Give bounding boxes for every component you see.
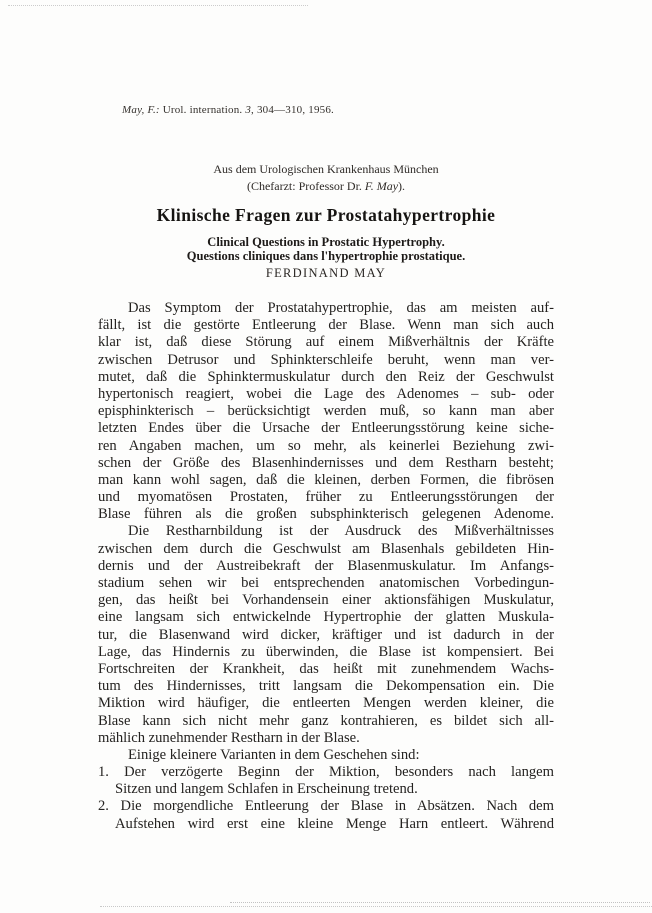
text-line: zwischen dem durch die Geschwulst am Blasenhals gebildeten Hin- xyxy=(98,540,554,557)
text-line: Fortschreiten der Krankheit, das heißt mit zunehmendem Wachs- xyxy=(98,660,554,677)
text-line: stadium sehen wir bei entsprechenden anatomischen Vorbedingun- xyxy=(98,575,554,591)
text-line: mutet, daß die Sphinktermuskulatur durch den Reiz der Geschwulst xyxy=(98,368,554,385)
text-line: mählich zunehmender Restharn in der Blase. xyxy=(98,729,360,746)
text-line: Einige kleinere Varianten in dem Geschehen sind: xyxy=(128,746,420,763)
subtitle-french: Questions cliniques dans l'hypertrophie prostatique. xyxy=(186,249,466,263)
text-line: eine langsam sich entwickelnde Hypertrophie der glatten Muskula- xyxy=(98,609,554,626)
text-line: Blase kann sich nicht mehr ganz kontrahieren, es bildet sich all- xyxy=(98,712,554,729)
text-line: episphinkterisch – berücksichtigt werden muß, so kann man aber xyxy=(98,403,554,420)
text-line: ren Angaben machen, um so mehr, als keinerlei Beziehung zwi- xyxy=(98,437,554,454)
text-line: Miktion wird häufiger, die entleerten Mengen werden kleiner, die xyxy=(98,695,554,712)
affiliation-chief-prefix: (Chefarzt: Professor Dr. xyxy=(246,179,365,193)
list-item-continuation: Sitzen und langem Schlafen in Erscheinung tretend. xyxy=(115,781,418,798)
affiliation-institution: Aus dem Urologischen Krankenhaus München xyxy=(213,162,439,176)
text-line: schen der Größe des Blasenhindernisses und dem Restharn besteht; xyxy=(98,454,554,471)
citation-author: May, F.: xyxy=(122,104,160,116)
text-line: fällt, ist die gestörte Entleerung der Blase. Wenn man sich auch xyxy=(98,317,554,334)
text-line: Das Symptom der Prostatahypertrophie, das am meisten auf- xyxy=(128,300,554,316)
text-line: gen, das heißt bei Vorhandensein einer aktionsfähigen Muskulatur, xyxy=(98,592,554,609)
citation xyxy=(122,104,334,116)
text-line: Lage, das Hindernis zu überwinden, die Blase ist kompensiert. Bei xyxy=(98,643,554,660)
text-line: man kann wohl sagen, daß die kleinen, derben Formen, die fibrösen xyxy=(98,471,554,488)
citation-volume: 3 xyxy=(245,104,252,116)
list-item-line: 1. Der verzögerte Beginn der Miktion, besonders nach langem xyxy=(98,764,554,781)
text-line: klar ist, daß diese Störung auf einem Mißverhältnis der Kräfte xyxy=(98,334,554,351)
text-line: hypertonisch reagiert, wobei die Lage des Adenomes – sub- oder xyxy=(98,385,554,402)
scan-artifact-top xyxy=(8,5,308,6)
text-line: und myomatösen Prostaten, früher zu Entleerungsstörungen der xyxy=(98,489,554,506)
citation-journal: Urol. internation. xyxy=(159,104,246,116)
text-line: tum des Hindernisses, tritt langsam die Dekompensation ein. Die xyxy=(98,678,554,695)
text-line: zwischen Detrusor und Sphinkterschleife beruht, wenn man ver- xyxy=(98,351,554,368)
list-item-continuation: Aufstehen wird erst eine kleine Menge Harn entleert. Während xyxy=(115,815,554,832)
affiliation-chief-suffix: ). xyxy=(398,179,406,193)
text-line: letzten Endes über die Ursache der Entleerungsstörung keine siche- xyxy=(98,420,554,437)
article-body xyxy=(98,300,554,833)
page-title: Klinische Fragen zur Prostatahypertrophie xyxy=(156,205,496,225)
subtitle-english: Clinical Questions in Prostatic Hypertrophy. xyxy=(207,235,445,249)
list-item-line: 2. Die morgendliche Entleerung der Blase in Absätzen. Nach dem xyxy=(98,798,554,815)
affiliation xyxy=(0,161,652,195)
text-line: dernis und der Austreibekraft der Blasenmuskulatur. Im Anfangs- xyxy=(98,557,554,574)
citation-pages: , 304—310, 1956. xyxy=(251,104,334,116)
scan-artifact-bottom-upper xyxy=(230,902,650,903)
affiliation-chief xyxy=(0,178,652,195)
text-line: Die Restharnbildung ist der Ausdruck des Mißverhältnisses xyxy=(128,523,554,540)
text-line: Blase führen als die großen subsphinkterisch gelegenen Adenome. xyxy=(98,506,554,523)
text-line: tur, die Blasenwand wird dicker, kräftiger und ist dadurch in der xyxy=(98,626,554,643)
scan-artifact-bottom-lower xyxy=(100,906,652,907)
affiliation-chief-name: F. May xyxy=(364,179,399,193)
author-name: FERDINAND MAY xyxy=(265,266,387,280)
